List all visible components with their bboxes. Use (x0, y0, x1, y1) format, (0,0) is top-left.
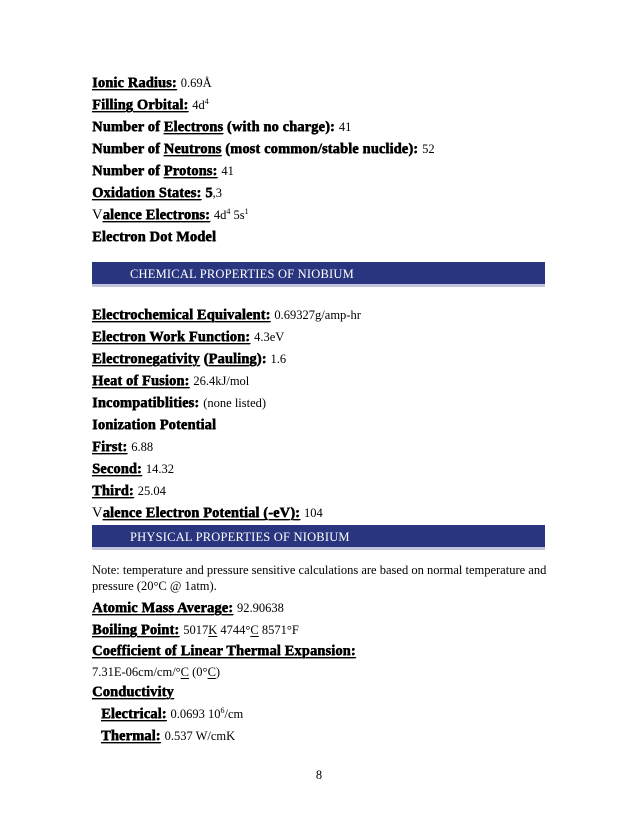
chemical-properties-title: CHEMICAL PROPERTIES OF NIOBIUM (130, 267, 354, 281)
ionic-radius-row (92, 75, 212, 91)
electronegativity-value: 1.6 (270, 352, 287, 366)
electrochemical-label: Electrochemical Equivalent: (92, 307, 271, 323)
electrons-value: 41 (338, 120, 352, 134)
work-function-value: 4.3eV (254, 330, 285, 344)
ionization-first-row (92, 439, 153, 455)
ionization-label: Ionization Potential (92, 417, 217, 433)
valence-potential-row (92, 505, 323, 521)
atomic-mass-label: Atomic Mass Average: (92, 600, 234, 616)
electrochemical-value: 0.69327g/amp-hr (274, 308, 361, 322)
ionization-third-row (92, 483, 166, 499)
work-function-label: Electron Work Function: (92, 329, 251, 345)
ionization-first-label: First: (92, 439, 128, 455)
neutrons-value: 52 (422, 142, 435, 156)
atomic-mass-row (92, 600, 284, 616)
valence-electrons-value: $4d^4$ $5s^1$ (213, 207, 249, 222)
ionization-second-label: Second: (92, 461, 142, 477)
boiling-point-row (92, 622, 299, 638)
conductivity-label: Conductivity (92, 684, 174, 700)
electrical-row (101, 706, 243, 722)
thermal-expansion-label: Coefficient of Linear Thermal Expansion: (92, 643, 356, 659)
conductivity-row (92, 684, 174, 700)
incompatibilities-label: Incompatiblities: (92, 395, 200, 411)
protons-value: 41 (221, 164, 234, 178)
oxidation-row (92, 185, 222, 201)
ionization-second-row (92, 461, 174, 477)
boiling-point-value: 5017K 4744°C 8571°F (183, 623, 299, 637)
atomic-mass-value: 92.90638 (237, 601, 284, 615)
valence-electrons-label: Valence Electrons: (92, 207, 210, 223)
filling-orbital-value: $4d^4$ (192, 97, 209, 112)
ionic-radius-value: 0.69Å (180, 76, 212, 90)
electrons-label: Number of Electrons (with no charge): (92, 119, 335, 135)
ionization-second-value: 14.32 (145, 462, 174, 476)
valence-potential-value: 104 (303, 506, 323, 520)
physical-properties-header (92, 525, 545, 550)
physical-properties-title: PHYSICAL PROPERTIES OF NIOBIUM (130, 530, 350, 544)
electron-dot-model-row (92, 229, 216, 245)
neutrons-row (92, 141, 435, 157)
heat-fusion-value: 26.4kJ/mol (193, 374, 250, 388)
protons-label: Number of Protons: (92, 163, 218, 179)
electrical-label: Electrical: (101, 706, 167, 722)
ionization-row (92, 417, 216, 433)
electrons-row (92, 119, 351, 135)
electronegativity-row (92, 351, 286, 367)
protons-row (92, 163, 234, 179)
valence-electrons-row (92, 207, 249, 223)
ionization-third-label: Third: (92, 483, 134, 499)
thermal-row (101, 728, 235, 744)
ionization-third-value: 25.04 (137, 484, 166, 498)
thermal-expansion-row (92, 643, 356, 659)
electrochemical-row (92, 307, 361, 323)
chemical-properties-header (92, 262, 545, 287)
heat-fusion-label: Heat of Fusion: (92, 373, 190, 389)
heat-fusion-row (92, 373, 249, 389)
electrical-value: 0.0693 $10^6/cm$ (170, 706, 244, 721)
oxidation-value: 5,3 (205, 185, 222, 201)
valence-potential-label: Valence Electron Potential (-eV): (92, 505, 300, 521)
physical-note: Note: temperature and pressure sensitive calculations are based on normal temperature and pressure (20°C @ 1atm). (92, 563, 547, 593)
boiling-point-label: Boiling Point: (92, 622, 180, 638)
oxidation-label: Oxidation States: (92, 185, 202, 201)
thermal-expansion-value-row (92, 664, 220, 680)
incompatibilities-value: (none listed) (203, 396, 267, 410)
page-number: 8 (315, 768, 323, 782)
work-function-row (92, 329, 284, 345)
thermal-value: 0.537 W/cmK (164, 729, 236, 743)
filling-orbital-label: Filling Orbital: (92, 97, 189, 113)
incompatibilities-row (92, 395, 266, 411)
ionization-first-value: 6.88 (131, 440, 154, 454)
electronegativity-label: Electronegativity (Pauling): (92, 351, 267, 367)
filling-orbital-row (92, 97, 209, 113)
thermal-expansion-value: 7.31E-06cm/cm/°C (0°C) (92, 665, 221, 679)
ionic-radius-label: Ionic Radius: (92, 75, 177, 91)
thermal-label: Thermal: (101, 728, 161, 744)
electron-dot-model-label: Electron Dot Model (92, 229, 216, 245)
neutrons-label: Number of Neutrons (most common/stable nuclide): (92, 141, 419, 157)
